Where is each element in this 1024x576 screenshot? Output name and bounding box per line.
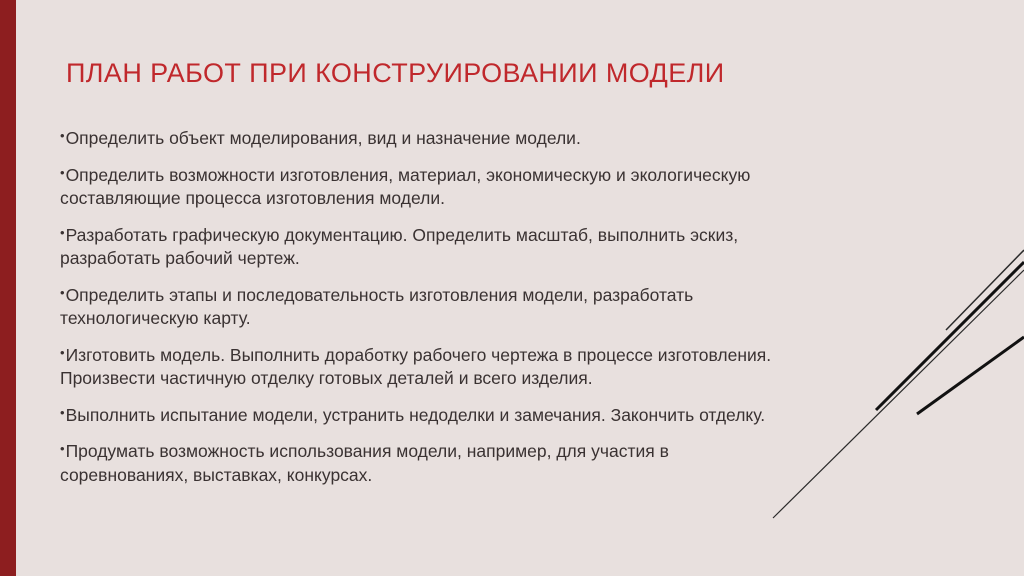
bullet-text: Изготовить модель. Выполнить доработку рабочего чертежа в процессе изготовления. Произвести частичную отделку готовых деталей и всего изделия. bbox=[60, 344, 772, 388]
bullet-dot-icon: • bbox=[60, 284, 65, 300]
bullet-text: Выполнить испытание модели, устранить недоделки и замечания. Закончить отделку. bbox=[65, 404, 766, 425]
bullet-dot-icon: • bbox=[60, 128, 65, 143]
bullet-text: Разработать графическую документацию. Определить масштаб, выполнить эскиз, разработать рабочий чертеж. bbox=[60, 224, 739, 268]
deco-line-thick-short bbox=[917, 337, 1024, 414]
bullet-text: Определить возможности изготовления, материал, экономическую и экологическую составляющие процесса изготовления модели. bbox=[60, 164, 751, 208]
bullet-dot-icon: • bbox=[60, 404, 65, 420]
deco-line-thin-top bbox=[946, 250, 1024, 330]
bullet-text: Продумать возможность использования модели, например, для участия в соревнованиях, выставках, конкурсах. bbox=[60, 441, 669, 485]
deco-line-thick-long bbox=[876, 262, 1024, 410]
deco-line-thin-long bbox=[773, 270, 1024, 518]
bullet-dot-icon: • bbox=[60, 224, 65, 240]
bullet-dot-icon: • bbox=[60, 164, 65, 180]
bullet-text: Определить объект моделирования, вид и назначение модели. bbox=[65, 128, 581, 148]
bullet-text: Определить этапы и последовательность изготовления модели, разработать технологическую карту. bbox=[60, 284, 694, 328]
slide-title: ПЛАН РАБОТ ПРИ КОНСТРУИРОВАНИИ МОДЕЛИ bbox=[66, 58, 725, 88]
bullet-dot-icon: • bbox=[60, 441, 65, 456]
bullet-dot-icon: • bbox=[60, 344, 65, 360]
